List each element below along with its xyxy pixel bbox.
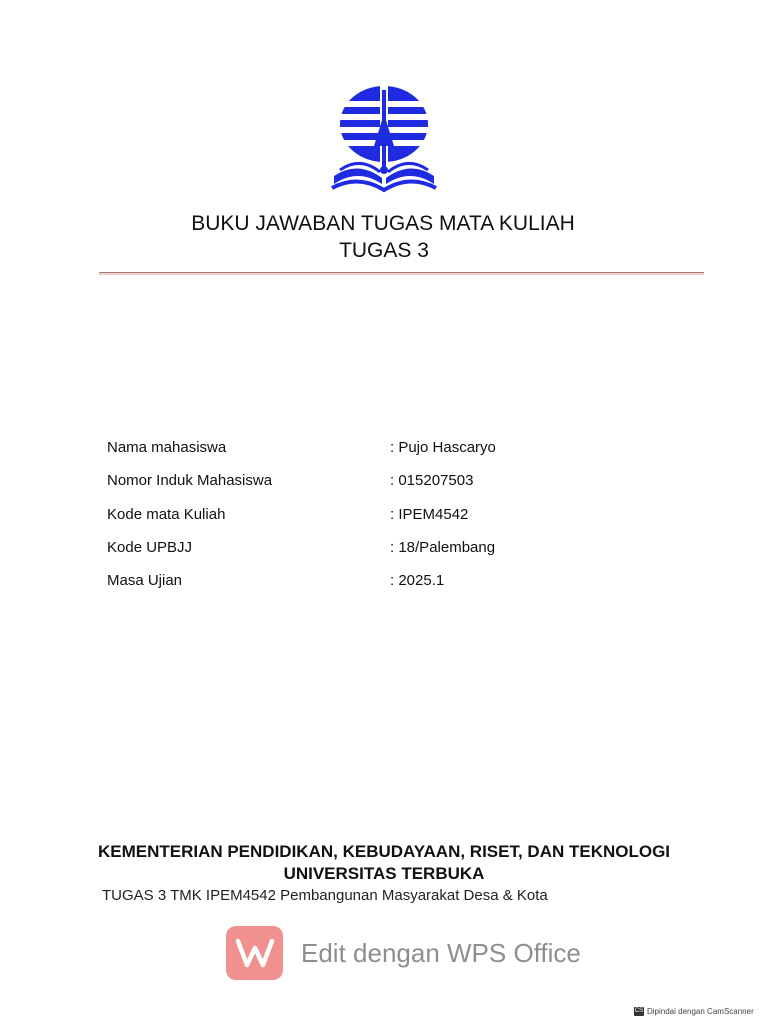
universitas-terbuka-logo [330, 84, 438, 194]
info-value: : 18/Palembang [390, 539, 496, 556]
info-label: Nama mahasiswa [107, 439, 227, 456]
university-name: UNIVERSITAS TERBUKA [283, 864, 485, 883]
info-value: : 2025.1 [390, 572, 445, 589]
info-label: Kode mata Kuliah [107, 506, 226, 523]
document-title: BUKU JAWABAN TUGAS MATA KULIAH [191, 212, 575, 235]
info-value: : Pujo Hascaryo [390, 439, 496, 456]
info-label: Nomor Induk Mahasiswa [107, 472, 273, 489]
camscanner-watermark [634, 1005, 754, 1019]
header-divider [99, 272, 704, 275]
camscanner-label: Dipindai dengan CamScanner [647, 1007, 754, 1016]
ministry-name: KEMENTERIAN PENDIDIKAN, KEBUDAYAAN, RISET, DAN TEKNOLOGI [97, 842, 671, 861]
info-value: : 015207503 [390, 472, 474, 489]
wps-edit-banner[interactable] [226, 926, 586, 980]
info-value: : IPEM4542 [390, 506, 469, 523]
info-label: Kode UPBJJ [107, 539, 193, 556]
document-subtitle: TUGAS 3 [339, 239, 429, 262]
wps-office-icon [226, 926, 283, 980]
info-label: Masa Ujian [107, 572, 183, 589]
camscanner-icon: CS [634, 1008, 644, 1015]
wps-edit-label[interactable]: Edit dengan WPS Office [301, 938, 581, 968]
document-running-text: TUGAS 3 TMK IPEM4542 Pembangunan Masyarakat Desa & Kota [102, 887, 548, 904]
